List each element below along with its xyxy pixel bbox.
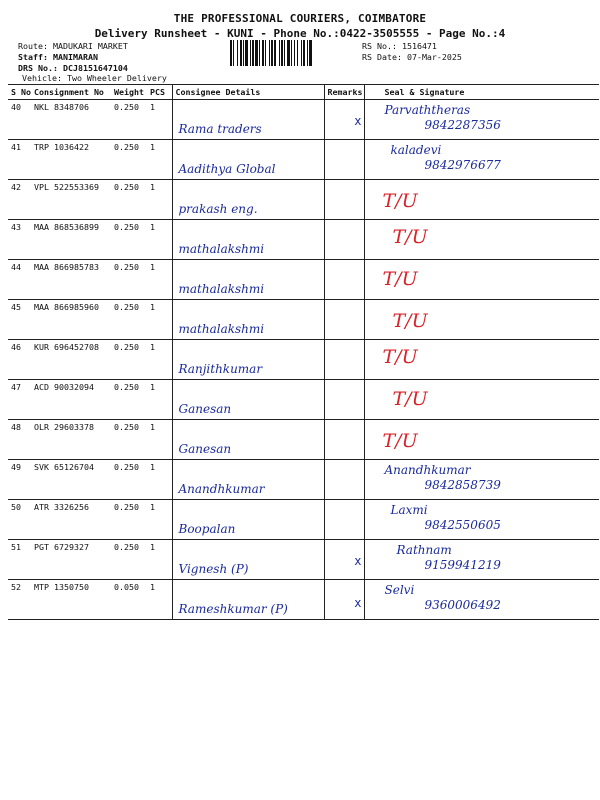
consignee-handwriting: mathalakshmi [178, 242, 265, 256]
cell-consignee [172, 500, 324, 540]
consignee-handwriting: Ganesan [178, 442, 232, 456]
cell-consignee [172, 420, 324, 460]
undelivered-mark: T/U [382, 190, 418, 212]
cross-mark: x [354, 114, 362, 128]
cell-sno: 47 [8, 380, 31, 420]
rs-date: RS Date: 07-Mar-2025 [362, 52, 462, 62]
cell-weight: 0.250 [111, 260, 147, 300]
col-header-weight: Weight [111, 85, 147, 100]
cell-remarks [324, 340, 364, 380]
table-header-row [8, 85, 599, 100]
barcode-bar [265, 40, 266, 66]
barcode-bar [243, 40, 244, 66]
cell-pcs: 1 [147, 140, 172, 180]
cell-pcs: 1 [147, 500, 172, 540]
cell-pcs: 1 [147, 580, 172, 620]
cell-weight: 0.250 [111, 140, 147, 180]
cell-weight: 0.250 [111, 100, 147, 140]
col-header-signature: Seal & Signature [364, 85, 599, 100]
cell-pcs: 1 [147, 220, 172, 260]
cell-signature [364, 420, 599, 460]
barcode-bar [237, 40, 238, 66]
cell-remarks [324, 180, 364, 220]
table-row [8, 260, 599, 300]
cell-consignee [172, 380, 324, 420]
table-row [8, 540, 599, 580]
barcode-bar [291, 40, 292, 66]
cell-sno: 44 [8, 260, 31, 300]
cell-pcs: 1 [147, 340, 172, 380]
cell-remarks [324, 300, 364, 340]
signature-phone: 9842976677 [424, 158, 501, 172]
cell-consignee [172, 100, 324, 140]
barcode-bar [284, 40, 285, 66]
cell-signature [364, 340, 599, 380]
signature-name: Selvi [384, 583, 415, 597]
cell-consignment-no: NKL 8348706 [31, 100, 111, 140]
barcode-bar [245, 40, 248, 66]
cell-sno: 48 [8, 420, 31, 460]
cell-pcs: 1 [147, 300, 172, 340]
barcode-bar [252, 40, 254, 66]
table-row [8, 220, 599, 260]
table-row [8, 180, 599, 220]
cell-remarks [324, 460, 364, 500]
cell-consignment-no: OLR 29603378 [31, 420, 111, 460]
cell-weight: 0.250 [111, 380, 147, 420]
consignee-handwriting: Rameshkumar (P) [178, 602, 288, 616]
cell-signature [364, 500, 599, 540]
barcode-bar [250, 40, 251, 66]
barcode-bar [262, 40, 264, 66]
cell-consignment-no: MAA 866985960 [31, 300, 111, 340]
cell-consignee [172, 140, 324, 180]
signature-phone: 9360006492 [424, 598, 501, 612]
cell-pcs: 1 [147, 100, 172, 140]
signature-phone: 9842287356 [424, 118, 501, 132]
signature-name: Parvaththeras [384, 103, 471, 117]
cell-signature [364, 180, 599, 220]
consignee-handwriting: Ranjithkumar [178, 362, 263, 376]
cell-sno: 43 [8, 220, 31, 260]
barcode-bar [230, 40, 232, 66]
col-header-consignment: Consignment No [31, 85, 111, 100]
cell-weight: 0.250 [111, 180, 147, 220]
table-row [8, 140, 599, 180]
cell-sno: 46 [8, 340, 31, 380]
cross-mark: x [354, 596, 362, 610]
cell-remarks [324, 140, 364, 180]
table-row [8, 380, 599, 420]
barcode-bar [301, 40, 302, 66]
barcode-bar [279, 40, 280, 66]
col-header-consignee: Consignee Details [172, 85, 324, 100]
cell-weight: 0.250 [111, 460, 147, 500]
signature-name: Laxmi [390, 503, 428, 517]
consignee-handwriting: mathalakshmi [178, 282, 265, 296]
cell-sno: 42 [8, 180, 31, 220]
cell-pcs: 1 [147, 420, 172, 460]
signature-phone: 9842858739 [424, 478, 501, 492]
cell-sno: 51 [8, 540, 31, 580]
cell-consignment-no: MAA 868536899 [31, 220, 111, 260]
consignee-handwriting: Boopalan [178, 522, 236, 536]
runsheet-table [8, 84, 599, 620]
cell-consignment-no: ATR 3326256 [31, 500, 111, 540]
cell-weight: 0.250 [111, 300, 147, 340]
table-row [8, 500, 599, 540]
consignee-handwriting: Vignesh (P) [178, 562, 249, 576]
table-row [8, 300, 599, 340]
cell-consignment-no: PGT 6729327 [31, 540, 111, 580]
rs-number: RS No.: 1516471 [362, 41, 437, 51]
undelivered-mark: T/U [382, 430, 418, 452]
cell-consignment-no: SVK 65126704 [31, 460, 111, 500]
barcode-bar [240, 40, 242, 66]
route-text: Route: MADUKARI MARKET [18, 41, 128, 51]
cell-signature [364, 260, 599, 300]
staff-label: Staff: [18, 52, 48, 62]
barcode-bar [307, 40, 308, 66]
vehicle-text: Vehicle: Two Wheeler Delivery [22, 73, 167, 83]
barcode [230, 40, 350, 66]
col-header-pcs: PCS [147, 85, 172, 100]
cross-mark: x [354, 554, 362, 568]
cell-signature [364, 300, 599, 340]
cell-sno: 41 [8, 140, 31, 180]
drs-number: DCJ8151647104 [62, 63, 128, 73]
undelivered-mark: T/U [392, 226, 428, 248]
cell-consignee [172, 580, 324, 620]
cell-sno: 49 [8, 460, 31, 500]
signature-phone: 9159941219 [424, 558, 501, 572]
cell-remarks [324, 500, 364, 540]
cell-remarks [324, 380, 364, 420]
barcode-bar [281, 40, 283, 66]
cell-consignee [172, 260, 324, 300]
table-row [8, 340, 599, 380]
barcode-bar [294, 40, 295, 66]
cell-signature [364, 380, 599, 420]
consignee-handwriting: Aadithya Global [178, 162, 276, 176]
barcode-bar [259, 40, 260, 66]
cell-remarks [324, 540, 364, 580]
cell-pcs: 1 [147, 180, 172, 220]
signature-name: kaladevi [390, 143, 442, 157]
barcode-bar [271, 40, 273, 66]
cell-signature [364, 140, 599, 180]
undelivered-mark: T/U [392, 388, 428, 410]
undelivered-mark: T/U [382, 268, 418, 290]
cell-weight: 0.250 [111, 540, 147, 580]
cell-consignment-no: VPL 522553369 [31, 180, 111, 220]
signature-name: Rathnam [396, 543, 452, 557]
runsheet-subtitle: Delivery Runsheet - KUNI - Phone No.:0422-3505555 - Page No.:4 [94, 27, 506, 40]
table-row [8, 460, 599, 500]
cell-pcs: 1 [147, 540, 172, 580]
cell-signature [364, 220, 599, 260]
cell-consignee [172, 220, 324, 260]
cell-pcs: 1 [147, 460, 172, 500]
cell-signature [364, 580, 599, 620]
cell-remarks [324, 260, 364, 300]
cell-remarks [324, 580, 364, 620]
consignee-handwriting: Rama traders [178, 122, 262, 136]
consignee-handwriting: mathalakshmi [178, 322, 265, 336]
table-row [8, 420, 599, 460]
cell-remarks [324, 220, 364, 260]
barcode-bar [233, 40, 234, 66]
cell-consignee [172, 340, 324, 380]
cell-remarks [324, 100, 364, 140]
cell-consignee [172, 460, 324, 500]
cell-sno: 50 [8, 500, 31, 540]
cell-weight: 0.250 [111, 420, 147, 460]
signature-name: Anandhkumar [384, 463, 471, 477]
staff-name: MANIMARAN [52, 52, 98, 62]
cell-consignment-no: KUR 696452708 [31, 340, 111, 380]
cell-pcs: 1 [147, 380, 172, 420]
cell-signature [364, 100, 599, 140]
cell-signature [364, 540, 599, 580]
barcode-bar [303, 40, 305, 66]
barcode-bar [269, 40, 270, 66]
cell-consignment-no: ACD 90032094 [31, 380, 111, 420]
col-header-sno: S No [8, 85, 31, 100]
cell-sno: 40 [8, 100, 31, 140]
barcode-bar [309, 40, 312, 66]
barcode-bar [274, 40, 276, 66]
barcode-bar [287, 40, 290, 66]
barcode-bar [255, 40, 258, 66]
cell-consignee [172, 540, 324, 580]
undelivered-mark: T/U [392, 310, 428, 332]
company-title: THE PROFESSIONAL COURIERS, COIMBATORE [173, 12, 427, 25]
cell-pcs: 1 [147, 260, 172, 300]
table-row [8, 100, 599, 140]
barcode-bar [297, 40, 298, 66]
undelivered-mark: T/U [382, 346, 418, 368]
cell-weight: 0.250 [111, 220, 147, 260]
cell-consignment-no: MTP 1350750 [31, 580, 111, 620]
signature-phone: 9842550605 [424, 518, 501, 532]
cell-weight: 0.250 [111, 340, 147, 380]
cell-consignee [172, 180, 324, 220]
cell-remarks [324, 420, 364, 460]
consignee-handwriting: prakash eng. [178, 202, 258, 216]
cell-signature [364, 460, 599, 500]
staff-line [18, 52, 98, 63]
cell-consignment-no: TRP 1036422 [31, 140, 111, 180]
cell-weight: 0.050 [111, 580, 147, 620]
cell-sno: 52 [8, 580, 31, 620]
cell-weight: 0.250 [111, 500, 147, 540]
cell-sno: 45 [8, 300, 31, 340]
col-header-remarks: Remarks [324, 85, 364, 100]
drs-label: DRS No.: [18, 63, 58, 73]
consignee-handwriting: Ganesan [178, 402, 232, 416]
consignee-handwriting: Anandhkumar [178, 482, 265, 496]
cell-consignment-no: MAA 866985783 [31, 260, 111, 300]
table-row [8, 580, 599, 620]
cell-consignee [172, 300, 324, 340]
